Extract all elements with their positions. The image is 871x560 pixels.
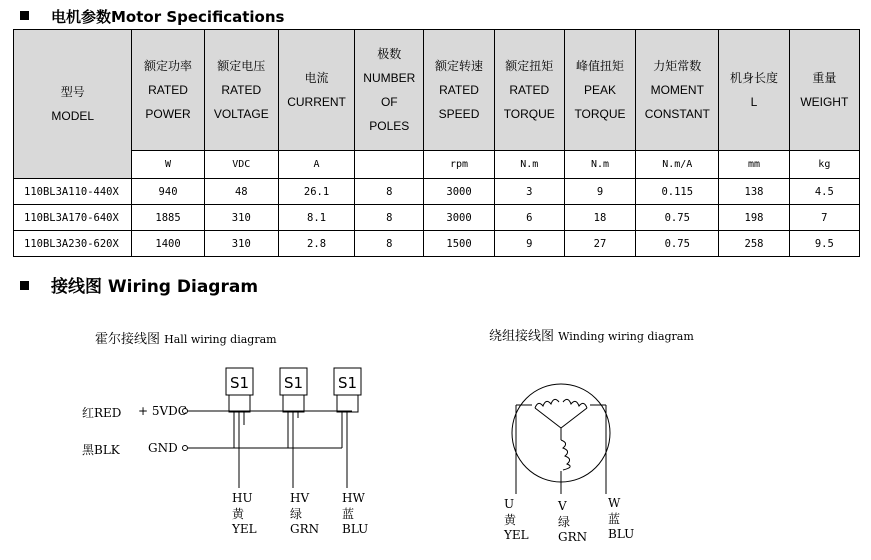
hall-output-cn: 绿 bbox=[290, 507, 303, 521]
hall-output-name: HU bbox=[232, 491, 253, 505]
header-en: L bbox=[750, 95, 758, 109]
unit-cell: N.m bbox=[494, 151, 564, 179]
winding-output-v bbox=[558, 499, 587, 544]
vcc-bus-line bbox=[183, 409, 353, 414]
header-cn: 极数 bbox=[377, 47, 402, 61]
header-cn: 电流 bbox=[304, 71, 329, 85]
gnd-label: GND bbox=[148, 441, 178, 455]
header-en: VOLTAGE bbox=[213, 107, 269, 121]
header-cn: 峰值扭矩 bbox=[575, 59, 624, 73]
header-en: POLES bbox=[369, 119, 410, 133]
value-cell: 198 bbox=[719, 205, 789, 231]
hall-sensor-v-label: S1 bbox=[283, 374, 304, 392]
value-cell: 9 bbox=[494, 231, 564, 257]
winding-output-en: GRN bbox=[558, 530, 588, 544]
model-cell: 110BL3A110-440X bbox=[14, 179, 132, 205]
value-cell: 8 bbox=[355, 231, 424, 257]
header-en: NUMBER bbox=[363, 71, 416, 85]
value-cell: 2.8 bbox=[278, 231, 354, 257]
header-en: TORQUE bbox=[574, 107, 626, 121]
value-cell: 258 bbox=[719, 231, 789, 257]
value-cell: 3000 bbox=[424, 179, 494, 205]
value-cell: 3000 bbox=[424, 205, 494, 231]
hall-sensor-labels bbox=[230, 374, 357, 392]
hall-caption-en: Hall wiring diagram bbox=[164, 333, 277, 346]
header-en: WEIGHT bbox=[800, 95, 849, 109]
header-en: OF bbox=[380, 95, 398, 109]
header-en: MODEL bbox=[51, 109, 95, 123]
value-cell: 3 bbox=[494, 179, 564, 205]
value-cell: 8 bbox=[355, 205, 424, 231]
winding-caption-en: Winding wiring diagram bbox=[558, 330, 694, 343]
header-cn: 力矩常数 bbox=[653, 59, 702, 73]
unit-cell: A bbox=[278, 151, 354, 179]
hall-output-cn: 黄 bbox=[232, 507, 245, 521]
unit-cell: N.m bbox=[564, 151, 635, 179]
value-cell: 1400 bbox=[132, 231, 204, 257]
winding-caption-cn: 绕组接线图 bbox=[489, 329, 555, 344]
header-en: PEAK bbox=[583, 83, 616, 97]
header-en: MOMENT bbox=[650, 83, 704, 97]
header-en: SPEED bbox=[438, 107, 480, 121]
hall-output-en: YEL bbox=[232, 522, 257, 536]
value-cell: 0.115 bbox=[636, 179, 719, 205]
header-en: RATED bbox=[509, 83, 550, 97]
unit-cell: N.m/A bbox=[636, 151, 719, 179]
header-en: CONSTANT bbox=[644, 107, 710, 121]
value-cell: 0.75 bbox=[636, 205, 719, 231]
header-cn: 额定电压 bbox=[217, 59, 266, 73]
hall-output-en: BLU bbox=[342, 522, 369, 536]
vcc-label: + 5VDC bbox=[138, 404, 187, 418]
winding-output-en: BLU bbox=[608, 527, 635, 541]
spec-section-title: 电机参数Motor Specifications bbox=[51, 8, 285, 26]
winding-output-w bbox=[608, 496, 634, 541]
hall-output-cn: 蓝 bbox=[342, 507, 355, 521]
winding-output-name: U bbox=[504, 497, 515, 511]
winding-output-name: V bbox=[558, 499, 567, 513]
hall-output-name: HV bbox=[290, 491, 310, 505]
unit-cell: W bbox=[132, 151, 204, 179]
header-cn: 型号 bbox=[60, 85, 85, 99]
value-cell: 1500 bbox=[424, 231, 494, 257]
hall-output-name: HW bbox=[342, 491, 365, 505]
value-cell: 27 bbox=[564, 231, 635, 257]
unit-cell: VDC bbox=[204, 151, 278, 179]
value-cell: 26.1 bbox=[278, 179, 354, 205]
unit-cell: rpm bbox=[424, 151, 494, 179]
hall-output-hw bbox=[342, 491, 368, 536]
hall-output-hv bbox=[290, 491, 319, 536]
gnd-bus-line bbox=[183, 446, 343, 451]
value-cell: 7 bbox=[789, 205, 859, 231]
value-cell: 310 bbox=[204, 205, 278, 231]
red-wire-label: 红RED bbox=[82, 406, 122, 420]
value-cell: 0.75 bbox=[636, 231, 719, 257]
value-cell: 18 bbox=[564, 205, 635, 231]
winding-caption bbox=[489, 325, 694, 344]
value-cell: 8.1 bbox=[278, 205, 354, 231]
winding-output-cn: 蓝 bbox=[608, 512, 621, 526]
value-cell: 310 bbox=[204, 231, 278, 257]
winding-output-cn: 黄 bbox=[504, 513, 517, 527]
header-cn: 额定功率 bbox=[144, 59, 193, 73]
wiring-section-title: 接线图 Wiring Diagram bbox=[51, 277, 259, 297]
value-cell: 4.5 bbox=[789, 179, 859, 205]
value-cell: 9 bbox=[564, 179, 635, 205]
unit-cell: mm bbox=[719, 151, 789, 179]
hall-sensor-w-label: S1 bbox=[337, 374, 358, 392]
value-cell: 9.5 bbox=[789, 231, 859, 257]
winding-output-en: YEL bbox=[504, 528, 529, 542]
winding-output-u bbox=[504, 497, 529, 542]
hall-caption-cn: 霍尔接线图 bbox=[95, 332, 161, 347]
hall-sensor-u-label: S1 bbox=[229, 374, 250, 392]
value-cell: 138 bbox=[719, 179, 789, 205]
header-en: TORQUE bbox=[503, 107, 555, 121]
header-cn: 额定扭矩 bbox=[505, 59, 554, 73]
header-cn: 机身长度 bbox=[730, 71, 779, 85]
value-cell: 6 bbox=[494, 205, 564, 231]
header-en: RATED bbox=[221, 83, 262, 97]
model-cell: 110BL3A230-620X bbox=[14, 231, 132, 257]
value-cell: 8 bbox=[355, 179, 424, 205]
black-wire-label: 黑BLK bbox=[82, 443, 120, 457]
hall-output-hu bbox=[232, 491, 257, 536]
model-cell: 110BL3A170-640X bbox=[14, 205, 132, 231]
winding-output-cn: 绿 bbox=[558, 515, 571, 529]
header-cn: 重量 bbox=[812, 71, 837, 85]
unit-cell: kg bbox=[789, 151, 859, 179]
winding-output-name: W bbox=[608, 496, 621, 510]
motor-winding-circle bbox=[512, 384, 610, 494]
header-cn: 额定转速 bbox=[435, 59, 484, 73]
value-cell: 940 bbox=[132, 179, 204, 205]
value-cell: 48 bbox=[204, 179, 278, 205]
header-en: RATED bbox=[148, 83, 188, 97]
hall-output-en: GRN bbox=[290, 522, 320, 536]
header-en: POWER bbox=[145, 107, 191, 121]
header-en: RATED bbox=[439, 83, 479, 97]
header-en: CURRENT bbox=[287, 95, 346, 109]
value-cell: 1885 bbox=[132, 205, 204, 231]
